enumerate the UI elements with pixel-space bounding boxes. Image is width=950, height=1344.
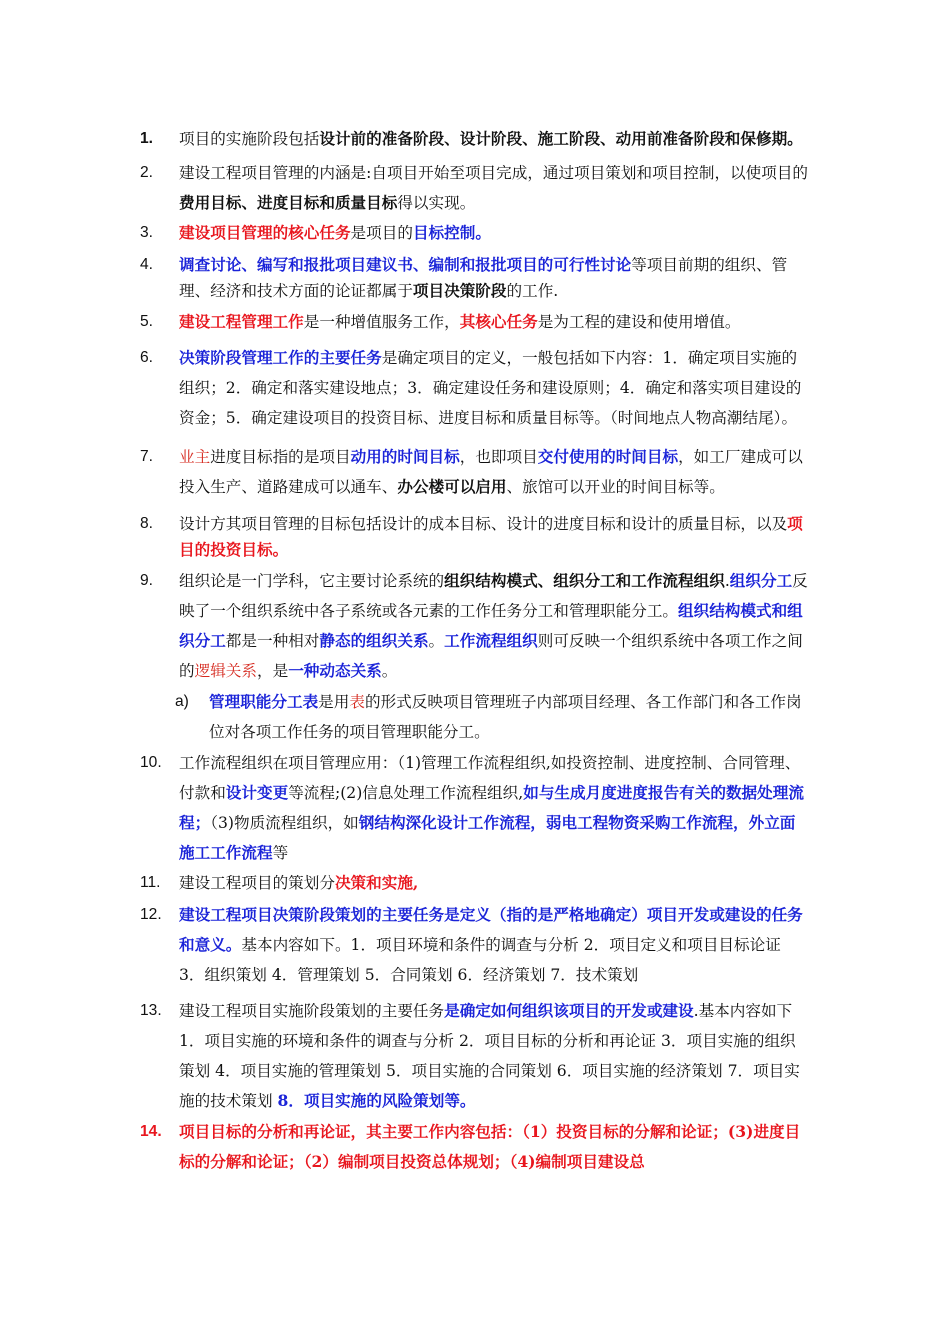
text-segment: 费用目标、进度目标和质量目标 [179, 193, 398, 212]
text-segment: 、旅馆可以开业的时间目标等。 [506, 478, 725, 496]
text-segment: . [724, 572, 730, 590]
text-segment: 组织结构模式和组织分工 [179, 601, 803, 650]
text-segment: 工作流程组织 [444, 631, 538, 650]
text-segment: 都是一种相对 [225, 632, 320, 650]
text-segment: 交付使用的时间目标 [537, 447, 679, 466]
list-text [179, 511, 810, 563]
text-segment: 基本内容如下。1．项目环境和条件的调查与分析 2．项目定义和项目目标论证 3．组织策划 4．管理策划 5．合同策划 6．经济策划 7．技术策划 [179, 936, 781, 984]
text-segment: 是用 [318, 693, 350, 711]
text-segment: 建设项目管理的核心任务 [179, 223, 351, 242]
text-segment: 业主 [179, 448, 211, 466]
text-segment: 是确定项目的定义，一般包括如下内容：1．确定项目实施的组织；2．确定和落实建设地点；3．确定建设任务和建设原则；4．确定和落实项目建设的资金；5．确定建设项目的投资目标、进度目标和质量目标等。（时间地点人物高潮结尾）。 [179, 349, 802, 427]
text-segment: 进度目标指的是项目 [210, 448, 351, 466]
text-segment: 设计前的准备阶段、设计阶段、施工阶段、动用前准备阶段和保修期。 [319, 129, 803, 148]
list-text [209, 687, 810, 747]
list-text [179, 748, 810, 868]
text-segment: 等流程;(2)信息处理工作流程组织, [288, 784, 524, 802]
text-segment: 表 [349, 693, 365, 711]
text-segment: 其核心任务 [459, 312, 538, 331]
text-segment: ，也即项目 [459, 448, 538, 466]
text-segment: 组织论是一门学科，它主要讨论系统的 [179, 572, 445, 590]
text-segment: 是确定如何组织该项目的开发或建设 [444, 1001, 694, 1020]
list-item [140, 511, 810, 563]
text-segment: 建设工程项目决策阶段策划的主要任务是定义（指的是严格地确定）项目开发或建设的任务和意义。 [179, 905, 803, 954]
text-segment: 是为工程的建设和使用增值。 [537, 313, 741, 331]
list-number: 9. [140, 572, 154, 589]
list-item [140, 900, 810, 990]
list-number: 7. [140, 448, 154, 465]
list-number: 11. [140, 874, 161, 891]
text-segment: 8．项目实施的风险策划等。 [277, 1091, 476, 1110]
list-subitem [175, 687, 810, 747]
list-item [140, 158, 810, 218]
text-segment: 。 [381, 662, 398, 680]
list-number: 14. [140, 1123, 162, 1140]
list-item [140, 566, 810, 686]
list-number: a) [175, 693, 189, 710]
list-number: 8. [140, 515, 154, 532]
text-segment: 决策阶段管理工作的主要任务 [179, 348, 382, 367]
text-segment: 建设工程管理工作 [179, 312, 304, 331]
text-segment: 建设工程项目实施阶段策划的主要任务 [179, 1002, 445, 1020]
list-text [179, 996, 810, 1116]
text-segment: 项目的实施阶段包括 [179, 130, 320, 148]
list-item [140, 343, 810, 433]
text-segment: 的形式反映项目管理班子内部项目经理、各工作部门和各工作岗位对各项工作任务的项目管理职能分工。 [209, 693, 802, 741]
list-item [140, 309, 810, 335]
text-segment: 得以实现。 [397, 194, 476, 212]
text-segment: 钢结构深化设计工作流程，弱电工程物资采购工作流程，外立面施工工作流程 [179, 813, 796, 862]
text-segment: ，如工厂建成可以投入生产、道路建成可以通车、 [179, 448, 803, 496]
text-segment: 管理职能分工表 [209, 692, 319, 711]
list-item [140, 1117, 810, 1177]
list-item [140, 870, 810, 896]
list-item [140, 252, 810, 304]
text-segment: 组织结构模式、组织分工和工作流程组织 [444, 571, 725, 590]
list-text [179, 900, 810, 990]
text-segment: 调查讨论、编写和报批项目建议书、编制和报批项目的可行性讨论 [179, 255, 632, 274]
list-number: 6. [140, 349, 154, 366]
text-segment: 的工作. [506, 282, 559, 300]
list-number: 12. [140, 906, 162, 923]
text-segment: 项目决策阶段 [412, 281, 507, 300]
text-segment: 反映了一个组织系统中各子系统或各元素的工作任务分工和管理职能分工。 [179, 572, 808, 620]
text-segment: 动用的时间目标 [350, 447, 460, 466]
list-item [140, 748, 810, 868]
text-segment: 等 [272, 844, 289, 862]
list-number: 13. [140, 1002, 162, 1019]
text-segment: 决策和实施, [334, 873, 419, 892]
list-text [179, 343, 810, 433]
list-text [179, 442, 810, 502]
list-text [179, 1117, 810, 1177]
text-segment: 设计方其项目管理的目标包括设计的成本目标、设计的进度目标和设计的质量目标，以及 [179, 515, 788, 533]
list-text [179, 126, 810, 152]
text-segment: 工作流程组织在项目管理应用：（1)管理工作流程组织,如投资控制、进度控制、合同管理、付款和 [179, 754, 801, 802]
list-number: 5. [140, 313, 154, 330]
text-segment: 建设工程项目管理的内涵是:自项目开始至项目完成，通过项目策划和项目控制，以使项目的 [179, 164, 809, 182]
text-segment: 目标控制。 [412, 223, 491, 242]
list-item [140, 126, 810, 152]
list-number: 4. [140, 256, 154, 273]
list-item [140, 442, 810, 502]
text-segment: 一种动态关系 [288, 661, 382, 680]
text-segment: 建设工程项目的策划分 [179, 874, 335, 892]
text-segment: 是项目的 [350, 224, 413, 242]
text-segment: 组织分工 [729, 571, 793, 590]
text-segment: 等项目前期的组织、管理、经济和技术方面的论证都属于 [179, 256, 788, 300]
text-segment: 则可反映一个组织系统中各项工作之间的 [179, 632, 803, 680]
text-segment: 项目的投资目标。 [179, 514, 803, 559]
list-text [179, 220, 810, 246]
text-segment: 设计变更 [225, 783, 289, 802]
list-text [179, 566, 810, 686]
text-segment: 是一种增值服务工作， [303, 313, 460, 331]
list-text [179, 309, 810, 335]
text-segment: 静态的组织关系 [319, 631, 429, 650]
list-text [179, 158, 810, 218]
list-item [140, 996, 810, 1116]
text-segment: .基本内容如下 1．项目实施的环境和条件的调查与分析 2．项目目标的分析和再论证 3．项目实施的组织策划 4．项目实施的管理策划 5．项目实施的合同策划 6．项目实施的经济策划 7．项目实施的技术策划 [179, 1002, 800, 1110]
text-segment: 如与生成月度进度报告有关的数据处理流程； [179, 783, 804, 832]
text-segment: 逻辑关系 [194, 662, 257, 680]
text-segment: （3)物质流程组织，如 [210, 814, 359, 832]
list-number: 2. [140, 164, 154, 181]
list-number: 1. [140, 130, 154, 147]
list-item [140, 220, 810, 246]
text-segment: 。 [428, 632, 445, 650]
list-text [179, 870, 810, 896]
text-segment: ，是 [257, 662, 289, 680]
text-segment: 办公楼可以启用 [397, 477, 507, 496]
numbered-list [140, 126, 810, 1177]
text-segment: 项目目标的分析和再论证，其主要工作内容包括：（1）投资目标的分解和论证；(3)进度目标的分解和论证；（2）编制项目投资总体规划；（4)编制项目建设总 [179, 1122, 801, 1171]
list-number: 10. [140, 754, 162, 771]
list-text [179, 252, 810, 304]
list-number: 3. [140, 224, 154, 241]
